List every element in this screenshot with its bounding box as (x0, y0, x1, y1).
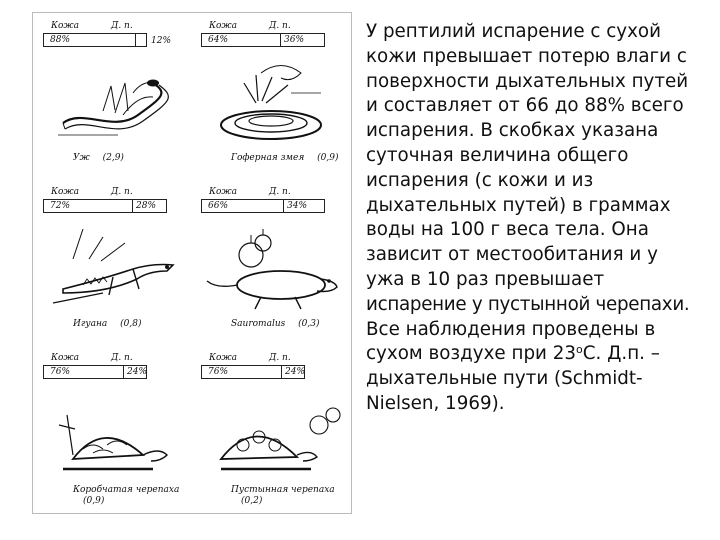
skin-header: Кожа (51, 353, 79, 363)
species-caption (231, 153, 341, 164)
daily-evaporation: (2,9) (102, 153, 124, 163)
skin-share: 76% (44, 366, 124, 378)
skin-header: Кожа (209, 187, 237, 197)
text-line: кожи превышает потерю влаги с (366, 45, 687, 67)
text-line: зависит от местообитания и у (366, 244, 658, 266)
cell-header (201, 187, 325, 198)
skin-share: 66% (202, 200, 284, 212)
species-name: Пустынная черепаха (231, 485, 335, 495)
evaporation-bar (43, 33, 147, 47)
species-caption (73, 153, 193, 164)
skin-share: 64% (202, 34, 281, 46)
gopher-snake-illustration (201, 53, 351, 153)
species-caption (73, 319, 193, 330)
text-line: ужа в 10 раз превышает (366, 268, 605, 290)
reptile-evaporation-figure (32, 12, 352, 514)
skin-header: Кожа (209, 21, 237, 31)
species-name: Коробчатая черепаха (73, 485, 180, 495)
sauromalus-illustration (201, 219, 351, 319)
desert-tortoise-illustration (201, 385, 351, 485)
iguana-illustration (43, 219, 193, 319)
text-line-temperature (366, 342, 716, 367)
skin-share: 76% (202, 366, 282, 378)
species-name: Sauromalus (231, 319, 286, 329)
text-line: и составляет от 66 до 88% всего (366, 95, 684, 117)
species-name: Игуана (73, 319, 108, 329)
daily-evaporation: (0,2) (241, 496, 263, 506)
cell-header (43, 187, 167, 198)
species-name: Уж (73, 153, 90, 163)
skin-header: Кожа (51, 21, 79, 31)
resp-header: Д. п. (269, 187, 291, 197)
resp-header: Д. п. (111, 21, 133, 31)
resp-share: 24% (285, 367, 306, 377)
skin-share: 88% (44, 34, 136, 46)
figure-cell-box-turtle (43, 351, 193, 511)
text-line: испарение у пустынной черепахи. (366, 293, 690, 315)
daily-evaporation: (0,9) (317, 153, 339, 163)
resp-share: 36% (284, 35, 305, 45)
skin-share: 72% (44, 200, 133, 212)
species-caption (231, 485, 351, 507)
daily-evaporation: (0,3) (298, 319, 320, 329)
figure-cell-desert-tortoise (201, 351, 351, 511)
text-line: У рептилий испарение с сухой (366, 21, 661, 42)
cell-header (43, 353, 167, 364)
daily-evaporation: (0,9) (83, 496, 105, 506)
cell-header (201, 21, 325, 32)
resp-share: 12% (151, 36, 172, 46)
text-line: Nielsen, 1969). (366, 392, 505, 414)
cell-header (201, 353, 325, 364)
evaporation-bar (201, 33, 325, 47)
daily-evaporation: (0,8) (120, 319, 142, 329)
figure-cell-sauromalus (201, 185, 351, 345)
snake-illustration (43, 53, 193, 153)
figure-cell-snake (43, 19, 193, 179)
text-line: дыхательных путей) в граммах (366, 194, 671, 216)
resp-header: Д. п. (111, 187, 133, 197)
cell-header (43, 21, 167, 32)
evaporation-bar (43, 365, 147, 379)
resp-share: 24% (127, 367, 148, 377)
text-line: суточная величина общего (366, 144, 629, 166)
text-line: испарения (с кожи и из (366, 169, 594, 191)
body-text (366, 20, 716, 417)
species-caption (231, 319, 351, 330)
text-line: Все наблюдения проведены в (366, 318, 656, 340)
text-line: дыхательные пути (Schmidt- (366, 368, 643, 390)
species-caption (73, 485, 183, 507)
evaporation-bar (201, 365, 305, 379)
temperature-prefix: сухом воздухе при 23 (366, 343, 577, 365)
resp-header: Д. п. (111, 353, 133, 363)
figure-cell-iguana (43, 185, 193, 345)
resp-share: 34% (287, 201, 308, 211)
skin-header: Кожа (51, 187, 79, 197)
text-line: поверхности дыхательных путей (366, 70, 689, 92)
evaporation-bar (201, 199, 325, 213)
box-turtle-illustration (43, 385, 193, 485)
resp-share: 28% (136, 201, 157, 211)
text-line: воды на 100 г веса тела. Она (366, 219, 649, 241)
temperature-suffix: С. Д.п. – (582, 343, 660, 365)
skin-header: Кожа (209, 353, 237, 363)
evaporation-bar (43, 199, 167, 213)
text-line: испарения. В скобках указана (366, 120, 659, 142)
species-name: Гоферная змея (231, 153, 305, 163)
resp-header: Д. п. (269, 21, 291, 31)
resp-header: Д. п. (269, 353, 291, 363)
degree-superscript: о (576, 343, 583, 357)
figure-cell-gopher-snake (201, 19, 351, 179)
